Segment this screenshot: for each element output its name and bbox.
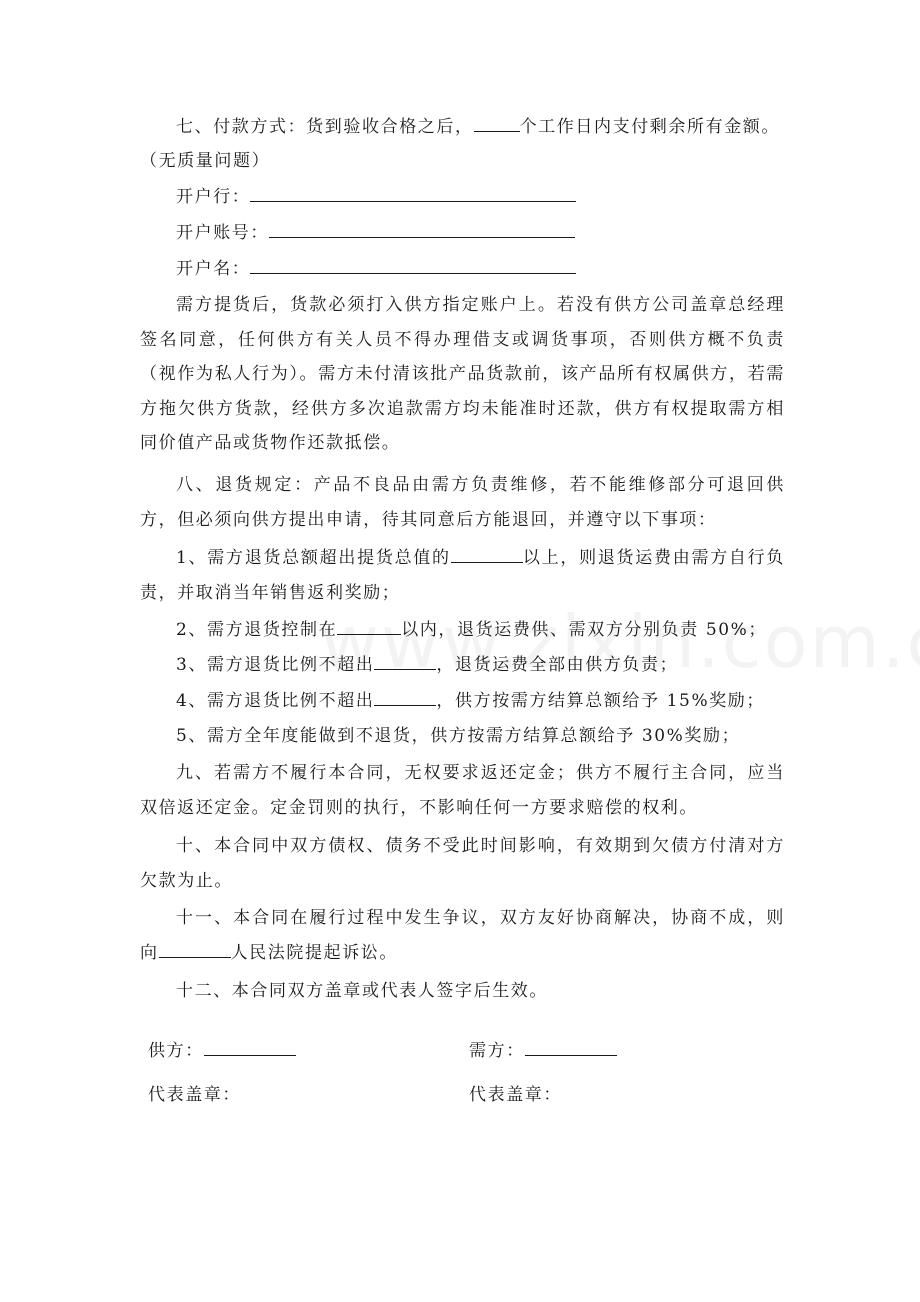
account-number-row: [176, 216, 575, 251]
return-item-4-text-b: ，供方按需方结算总额给予 15%奖励；: [436, 691, 766, 711]
return-item-2: [140, 613, 785, 648]
return-item-4-blank: [374, 685, 436, 706]
bank-name-row: [176, 180, 576, 215]
clause-10-validity: 十、本合同中双方债权、债务不受此时间影响，有效期到欠债方付清对方欠款为止。: [140, 836, 785, 891]
clause-11-text-a: 十一、本合同在履行过程中发生争议，双方友好协商解决，协商不成，则向: [140, 908, 785, 963]
return-item-2-blank: [337, 614, 401, 635]
supplier-sign-row: [148, 1034, 296, 1069]
buyer-blank: [525, 1037, 617, 1056]
account-number-label: 开户账号：: [176, 223, 269, 243]
clause-12-effective: 十二、本合同双方盖章或代表人签字后生效。: [176, 981, 548, 1001]
buyer-label: 需方：: [469, 1041, 525, 1061]
account-number-blank: [269, 219, 575, 238]
account-name-blank: [250, 255, 576, 274]
buyer-sign-row: [469, 1034, 617, 1069]
return-item-2-text-a: 2、需方退货控制在: [176, 620, 338, 640]
clause-9-deposit: 九、若需方不履行本合同，无权要求返还定金；供方不履行主合同，应当双倍返还定金。定金罚则的执行，不影响任何一方要求赔偿的权利。: [140, 763, 785, 818]
account-name-label: 开户名：: [176, 259, 251, 279]
return-item-4-text-a: 4、需方退货比例不超出: [176, 691, 375, 711]
bank-name-blank: [250, 183, 576, 202]
clause-7-text-c: （无质量问题）: [140, 151, 271, 171]
buyer-seal-row: [469, 1078, 562, 1113]
clause-7-text-a: 七、付款方式：货到验收合格之后，: [176, 117, 474, 137]
clause-8-returns: 八、退货规定：产品不良品由需方负责维修，若不能维修部分可退回供方，但必须向供方提出申请，待其同意后方能退回，并遵守以下事项：: [140, 475, 785, 530]
payment-terms-paragraph: 需方提货后，货款必须打入供方指定账户上。若没有供方公司盖章总经理签名同意，任何供方有关人员不得办理借支或调货事项，否则供方概不负责（视作为私人行为）。需方未付清该批产品货款前，该产品所有权属供方，若需方拖欠供方货款，经供方多次追款需方均未能准时还款，供方有权提取需方相同价值产品或货物作还款抵偿。: [140, 295, 785, 453]
clause-7-text-b: 个工作日内支付剩余所有金额。: [519, 117, 781, 137]
supplier-seal-label: 代表盖章：: [148, 1085, 241, 1105]
days-blank: [474, 111, 520, 132]
return-item-2-text-b: 以内，退货运费供、需双方分别负责 50%；: [401, 620, 768, 640]
return-item-3-text-a: 3、需方退货比例不超出: [176, 655, 375, 675]
account-name-row: [176, 252, 576, 287]
return-item-1: [140, 541, 785, 610]
court-blank: [159, 937, 231, 958]
bank-name-label: 开户行：: [176, 187, 251, 207]
clause-7-payment: [140, 110, 785, 145]
supplier-label: 供方：: [148, 1041, 204, 1061]
return-item-1-text-a: 1、需方退货总额超出提货总值的: [176, 548, 451, 568]
supplier-seal-row: [148, 1078, 241, 1113]
clause-7-note: [140, 144, 785, 179]
clause-11-text-b: 人民法院提起诉讼。: [230, 942, 399, 963]
return-item-3-text-b: ，退货运费全部由供方负责；: [436, 655, 679, 675]
supplier-blank: [204, 1037, 296, 1056]
return-item-1-text-b: 以上，则退货运费由需方自行负责，并取消当年销售返利奖励；: [140, 548, 785, 603]
return-item-4: [140, 684, 785, 719]
return-item-3-blank: [374, 649, 436, 670]
return-item-1-blank: [451, 542, 523, 563]
buyer-seal-label: 代表盖章：: [469, 1085, 562, 1105]
return-item-3: [140, 648, 785, 683]
clause-11-disputes: [140, 901, 785, 970]
return-item-5: 5、需方全年度能做到不退货，供方按需方结算总额给予 30%奖励；: [176, 726, 741, 746]
